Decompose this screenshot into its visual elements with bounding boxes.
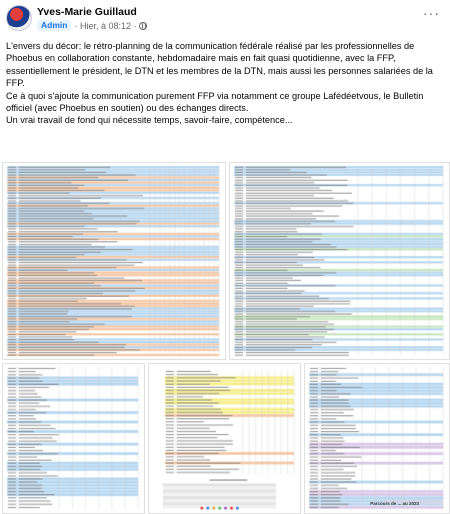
author-avatar[interactable] xyxy=(6,5,32,31)
post-header xyxy=(6,5,446,33)
photo-5[interactable] xyxy=(304,363,450,514)
post-paragraph-3: Un vrai travail de fond qui nécessite temps, savoir-faire, compétence... xyxy=(6,115,293,126)
photo-2[interactable] xyxy=(229,162,450,360)
spreadsheet-image xyxy=(3,163,225,359)
spreadsheet-image xyxy=(305,364,449,513)
post-paragraph-1: L'envers du décor: le rétro-planning de la communication fédérale réalisé par les professionnelles de Phoebus en collaboration constante, hebdomadaire mais en fait quasi quotidienne, avec la FFP, essentiellement le président, le DTN et les membres de la DTN, mais aussi les personnes salariées de la FFP. xyxy=(6,41,433,89)
author-name[interactable]: Yves-Marie Guillaud xyxy=(37,6,137,18)
photo-caption: Parcours de ... au 2023 xyxy=(370,501,419,506)
photo-grid xyxy=(0,162,450,514)
spreadsheet-image xyxy=(3,364,144,513)
spreadsheet-image xyxy=(149,364,300,513)
post-paragraph-2: Ce à quoi s'ajoute la communication purement FFP via notamment ce groupe Lafédéetvous, le Bulletin officiel (avec Phoebus en soutien) ou des échanges directs. xyxy=(6,90,424,114)
more-options-icon[interactable]: ··· xyxy=(423,5,440,21)
post-time[interactable]: · Hier, à 08:12 · xyxy=(74,20,137,31)
post-text xyxy=(6,40,446,127)
photo-1[interactable] xyxy=(2,162,226,360)
globe-icon xyxy=(139,22,147,30)
photo-4[interactable] xyxy=(148,363,301,514)
photo-3[interactable] xyxy=(2,363,145,514)
spreadsheet-image xyxy=(230,163,449,359)
admin-badge: Admin xyxy=(37,20,71,31)
post-meta xyxy=(37,20,147,31)
